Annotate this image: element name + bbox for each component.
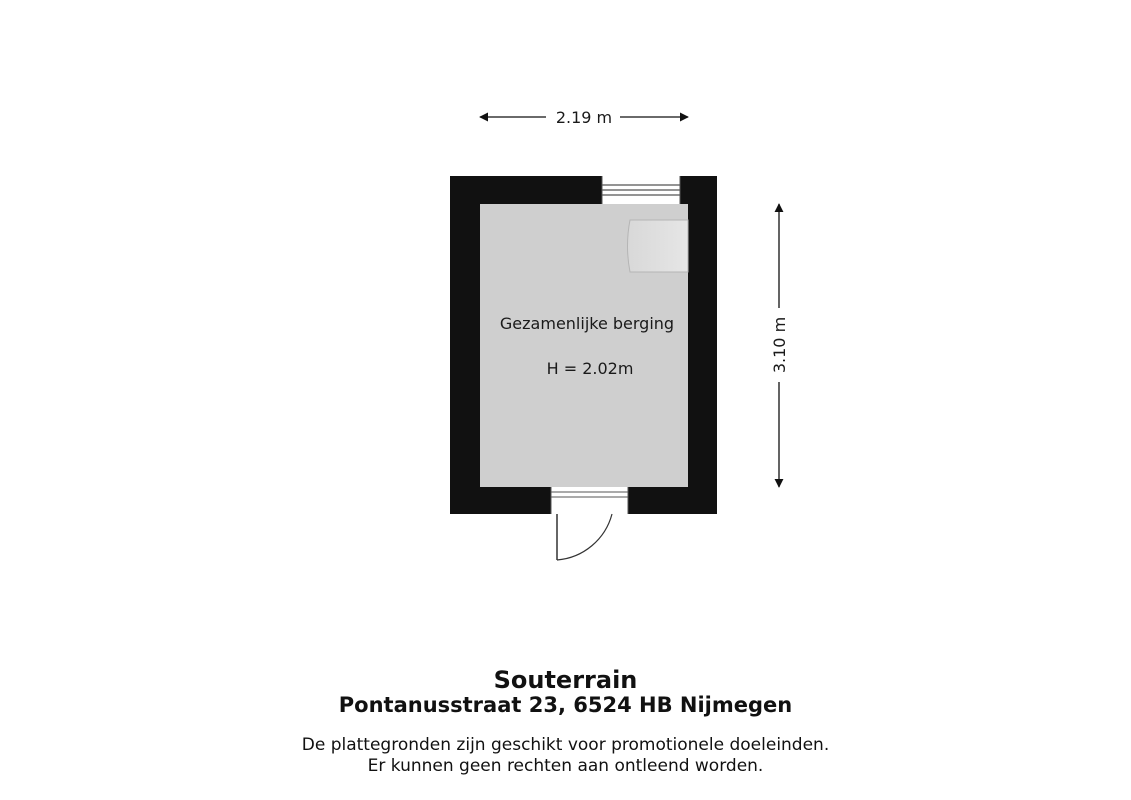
width-dimension-label: 2.19 m (555, 108, 613, 127)
disclaimer (0, 735, 1131, 777)
depth-dimension (770, 204, 789, 487)
counter (628, 220, 689, 272)
window (602, 176, 680, 204)
disclaimer-line-2: Er kunnen geen rechten aan ontleend worden. (367, 756, 764, 776)
room-name: Gezamenlijke berging (499, 314, 675, 333)
room-height: H = 2.02m (546, 359, 634, 378)
disclaimer-line-1: De plattegronden zijn geschikt voor promotionele doeleinden. (301, 735, 830, 755)
door (551, 487, 628, 560)
address: Pontanusstraat 23, 6524 HB Nijmegen (338, 693, 793, 717)
floor-name: Souterrain (493, 666, 638, 694)
depth-dimension-label: 3.10 m (770, 316, 789, 374)
width-dimension (480, 108, 688, 127)
